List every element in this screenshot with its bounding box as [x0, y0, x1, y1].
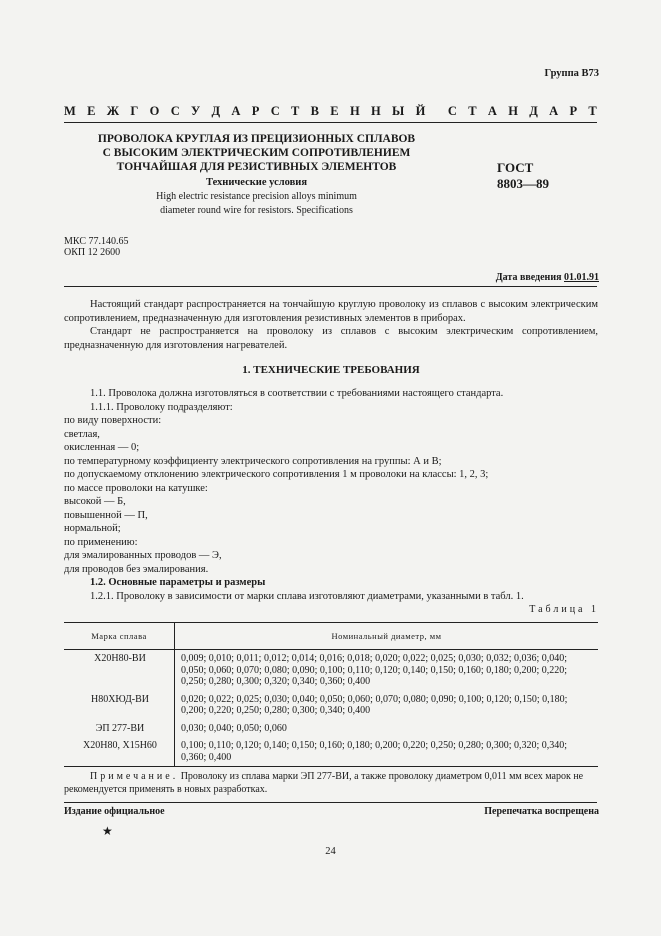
clause-1-1: 1.1. Проволока должна изготовляться в соответствии с требованиями настоящего стандарта. — [90, 388, 504, 399]
banner-letter: Й — [415, 104, 426, 118]
intro-date — [496, 272, 599, 283]
standard-banner — [64, 104, 597, 119]
table-row — [64, 737, 598, 767]
diameters-cell: 0,030; 0,040; 0,050; 0,060 — [181, 722, 287, 734]
banner-letter: Н — [508, 104, 518, 118]
diameters-cell: 0,009; 0,010; 0,011; 0,012; 0,014; 0,016; 0,018; 0,020; 0,022; 0,025; 0,030; 0,032; 0,036; 0,040; 0,050; 0,060; 0,070; 0,080; 0,090; 0,100; 0,110; 0,120; 0,140; 0,150; 0,160; 0,180; 0,200; 0,220; 0,250; 0,280; 0,300; 0,320; 0,340; 0,360; 0,400 — [181, 653, 568, 687]
section-body — [64, 387, 598, 603]
grade-cell: Х20Н80, Х15Н60 — [64, 737, 175, 767]
banner-letter: Ж — [106, 104, 120, 118]
classification-list — [64, 414, 598, 576]
table-row — [64, 650, 598, 691]
banner-letter: Е — [330, 104, 339, 118]
group-code: Группа В73 — [544, 68, 599, 79]
intro-date-value: 01.01.91 — [564, 272, 599, 283]
table-row — [64, 720, 598, 738]
title-block — [64, 132, 449, 218]
classification-codes — [64, 236, 128, 258]
banner-letter: Е — [87, 104, 96, 118]
classification-item: окисленная — 0; — [64, 442, 140, 453]
banner-letter: А — [549, 104, 559, 118]
page-number: 24 — [325, 846, 336, 857]
intro-date-label: Дата введения — [495, 272, 564, 283]
table-row — [64, 691, 598, 720]
title-line-3: ТОНЧАЙШАЯ ДЛЯ РЕЗИСТИВНЫХ ЭЛЕМЕНТОВ — [116, 161, 397, 173]
diameters-cell: 0,100; 0,110; 0,120; 0,140; 0,150; 0,160; 0,180; 0,200; 0,220; 0,250; 0,280; 0,300; 0,320; 0,340; 0,360; 0,400 — [175, 737, 599, 767]
grade-cell: Н80ХЮД-ВИ — [64, 691, 175, 720]
clause-1-1-1: 1.1.1. Проволоку подразделяют: — [90, 401, 233, 413]
grade-cell: ЭП 277-ВИ — [64, 720, 175, 738]
banner-letter: С — [270, 104, 280, 118]
classification-item: нормальной; — [64, 523, 121, 534]
banner-letter: С — [447, 104, 457, 118]
grade-cell: Х20Н80-ВИ — [64, 650, 175, 691]
intro-paragraph-2: Стандарт не распространяется на проволоку из сплавов с высоким электрическим сопротивлением, предназначенную для изготовления нагревателей. — [64, 326, 598, 351]
classification-item: светлая, — [64, 428, 100, 440]
banner-letter: М — [64, 104, 76, 118]
diameters-cell: 0,020; 0,022; 0,025; 0,030; 0,040; 0,050; 0,060; 0,070; 0,080; 0,090; 0,100; 0,120; 0,150; 0,180; 0,200; 0,220; 0,250; 0,280; 0,300; 0,340; 0,400 — [181, 693, 568, 716]
classification-item: повышенной — П, — [64, 509, 148, 521]
header-rule — [64, 122, 597, 123]
intro-paragraph-1: Настоящий стандарт распространяется на тончайшую круглую проволоку из сплавов с высоким электрическим сопротивлением, предназначенную для изготовления резистивных элементов в приборах. — [64, 299, 598, 324]
title-line-2: С ВЫСОКИМ ЭЛЕКТРИЧЕСКИМ СОПРОТИВЛЕНИЕМ — [102, 147, 411, 159]
clause-1-2-1: 1.2.1. Проволоку в зависимости от марки сплава изготовляют диаметрами, указанными в табл. 1. — [90, 590, 524, 602]
banner-letter: Д — [211, 104, 221, 118]
banner-letter: Н — [370, 104, 381, 118]
classification-item: по температурному коэффициенту электрического сопротивления на группы: А и В; — [64, 455, 442, 467]
english-title-2: diameter round wire for resistors. Specifications — [160, 205, 353, 216]
section-heading: 1. ТЕХНИЧЕСКИЕ ТРЕБОВАНИЯ — [242, 364, 420, 376]
reprint-prohibited: Перепечатка воспрещена — [484, 806, 599, 817]
title-line-1: ПРОВОЛОКА КРУГЛАЯ ИЗ ПРЕЦИЗИОННЫХ СПЛАВОВ — [97, 133, 416, 145]
english-title-1: High electric resistance precision alloys minimum — [156, 191, 357, 202]
classification-item: по применению: — [64, 536, 138, 548]
official-edition: Издание официальное — [64, 806, 165, 817]
intro-text — [64, 298, 598, 352]
okp-code: ОКП 12 2600 — [64, 247, 121, 258]
header-diameter: Номинальный диаметр, мм — [175, 623, 599, 650]
banner-letter: А — [487, 104, 497, 118]
banner-letter: В — [310, 104, 319, 118]
clause-1-2: 1.2. Основные параметры и размеры — [90, 577, 266, 588]
banner-letter: Р — [251, 104, 260, 118]
classification-item: по виду поверхности: — [64, 415, 162, 426]
classification-item: по допускаемому отклонению электрического сопротивления 1 м проволоки на классы: 1, 2, 3; — [64, 469, 489, 480]
gost-number — [497, 160, 549, 192]
banner-letter: У — [191, 104, 201, 118]
banner-letter: Д — [529, 104, 538, 118]
star-icon: ★ — [102, 824, 113, 838]
date-rule — [64, 286, 597, 287]
banner-letter: О — [149, 104, 160, 118]
banner-letter: Р — [569, 104, 578, 118]
note-text: Проволоку из сплава марки ЭП 277-ВИ, а также проволоку диаметром 0,011 мм всех марок не рекомендуется применять в новых разработках. — [64, 771, 584, 795]
subtitle: Технические условия — [205, 177, 308, 188]
table-caption: Таблица 1 — [529, 604, 599, 615]
gost-code: 8803—89 — [497, 176, 549, 191]
banner-letter: Т — [588, 104, 597, 118]
banner-letter: Ы — [392, 104, 405, 118]
banner-letter: Г — [130, 104, 139, 118]
note — [64, 770, 598, 796]
gost-label: ГОСТ — [497, 160, 534, 175]
footer-rule — [64, 802, 597, 803]
banner-letter: Т — [291, 104, 300, 118]
classification-item: высокой — Б, — [64, 496, 126, 507]
banner-letter: А — [231, 104, 241, 118]
banner-letter: С — [170, 104, 180, 118]
classification-item: для эмалированных проводов — Э, — [64, 550, 222, 561]
classification-item: по массе проволоки на катушке: — [64, 482, 208, 494]
diameter-table — [64, 622, 598, 767]
classification-item: для проводов без эмалирования. — [64, 563, 209, 575]
mks-code: МКС 77.140.65 — [64, 236, 129, 247]
header-grade: Марка сплава — [64, 623, 175, 650]
note-label: Примечание. — [90, 771, 179, 782]
banner-letter: Н — [349, 104, 360, 118]
banner-letter: Т — [468, 104, 477, 118]
